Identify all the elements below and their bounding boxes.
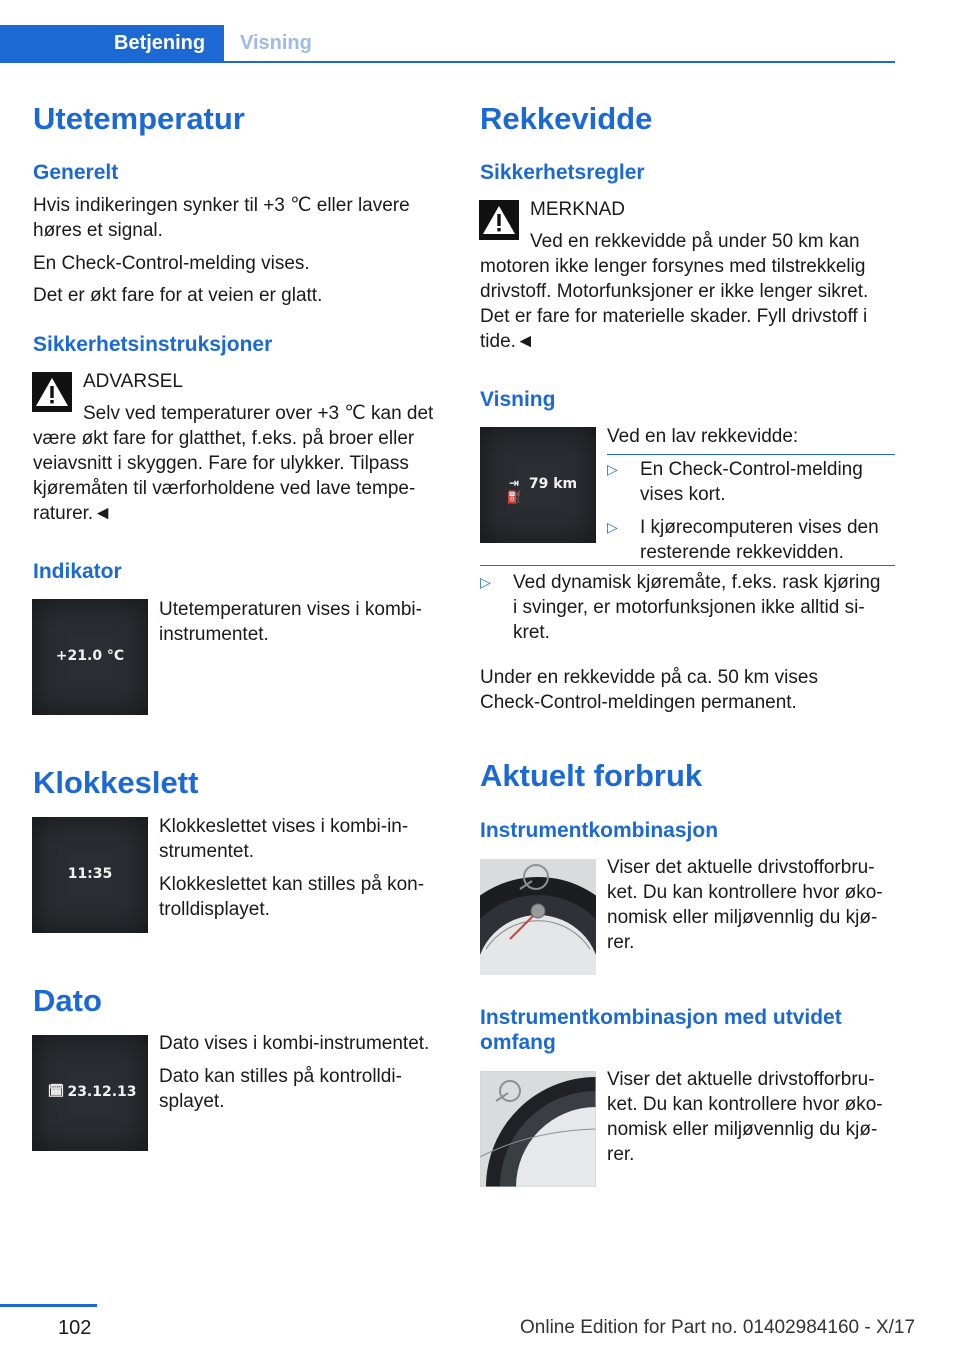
gauge-image-extended (480, 1071, 596, 1187)
heading-aktuelt-forbruk: Aktuelt forbruk (480, 758, 703, 793)
display-text: +21.0 °C (55, 648, 125, 664)
text-line: ket. Du kan kontrollere hvor øko‐ (607, 882, 883, 903)
text-line: raturer.◄ (33, 503, 112, 524)
list-item: ▷ En Check-Control-melding vises kort. (607, 457, 897, 507)
subheading-sikkerhetsinstruksjoner: Sikkerhetsinstruksjoner (33, 333, 273, 356)
text-line: Klokkeslettet kan stilles på kon‐ (159, 874, 425, 895)
text-line: være økt fare for glatthet, f.eks. på broer eller (33, 428, 415, 449)
text-line: Viser det aktuelle drivstofforbru‐ (607, 1069, 875, 1090)
heading-utetemperatur: Utetemperatur (33, 101, 245, 136)
text-line: instrumentet. (159, 624, 269, 645)
text-line: høres et signal. (33, 220, 163, 241)
tab-visning[interactable]: Visning (240, 32, 312, 54)
text-line: motoren ikke lenger forsynes med tilstrekkelig (480, 256, 866, 277)
tab-betjening[interactable]: Betjening (0, 25, 224, 61)
header-rule (0, 61, 895, 63)
calendar-icon: 🗓 (47, 1084, 65, 1099)
fuel-pump-icon: ⇥⛽ (506, 476, 522, 504)
inner-bullet-list (607, 457, 897, 573)
text-line: Ved en rekkevidde på under 50 km kan (530, 231, 860, 252)
text-line: Hvis indikeringen synker til +3 ℃ eller lavere (33, 195, 410, 216)
text-line: veiavsnitt i skyggen. Fare for ulykker. Tilpass (33, 453, 409, 474)
text-line: kjøremåten til værforholdene ved lave tempe‐ (33, 478, 416, 499)
warning-icon (479, 200, 519, 240)
outer-bullet-list (480, 570, 900, 653)
display-text: 79 km (528, 476, 578, 492)
subheading-generelt: Generelt (33, 161, 119, 184)
text-line: Check-Control-meldingen permanent. (480, 692, 797, 713)
subheading-instrumentkombinasjon-utvidet: Instrumentkombinasjon med utvidet (480, 1006, 842, 1029)
list-rule (480, 565, 895, 566)
list-rule (607, 454, 895, 455)
text-line: rer. (607, 1144, 635, 1165)
date-display-image (32, 1035, 148, 1151)
text-line: Utetemperaturen vises i kombi‐ (159, 599, 422, 620)
clock-display-image (32, 817, 148, 933)
text-line: Dato kan stilles på kontrolldi‐ (159, 1066, 402, 1087)
text-line: nomisk eller miljøvennlig du kjø‐ (607, 1119, 878, 1140)
text-line: nomisk eller miljøvennlig du kjø‐ (607, 907, 878, 928)
subheading-sikkerhetsregler: Sikkerhetsregler (480, 161, 645, 184)
text-line: Under en rekkevidde på ca. 50 km vises (480, 667, 818, 688)
text-line: tide.◄ (480, 331, 535, 352)
text-line: trolldisplayet. (159, 899, 270, 920)
heading-rekkevidde: Rekkevidde (480, 101, 653, 136)
heading-klokkeslett: Klokkeslett (33, 765, 199, 800)
subheading-instrumentkombinasjon-utvidet-2: omfang (480, 1031, 556, 1054)
text-line: Ved en lav rekkevidde: (607, 426, 799, 447)
text-line: En Check-Control-melding vises. (33, 253, 310, 274)
subheading-indikator: Indikator (33, 560, 122, 583)
text-line: drivstoff. Motorfunksjoner er ikke lenger sikret. (480, 281, 869, 302)
text-line: Selv ved temperaturer over +3 ℃ kan det (83, 403, 434, 424)
list-item: ▷ I kjørecomputeren vises den resterende rekkevidden. (607, 515, 897, 565)
range-display-image (480, 427, 596, 543)
subheading-visning: Visning (480, 388, 556, 411)
display-text: 23.12.13 (67, 1084, 137, 1100)
text-line: ket. Du kan kontrollere hvor øko‐ (607, 1094, 883, 1115)
page-number: 102 (58, 1317, 92, 1339)
gauge-graphic (480, 859, 596, 975)
text-line: Det er økt fare for at veien er glatt. (33, 285, 323, 306)
text-line: splayet. (159, 1091, 225, 1112)
text-line: Det er fare for materielle skader. Fyll drivstoff i (480, 306, 868, 327)
text-line: Klokkeslettet vises i kombi-in‐ (159, 816, 409, 837)
gauge-graphic (480, 1071, 596, 1187)
subheading-instrumentkombinasjon: Instrumentkombinasjon (480, 819, 719, 842)
text-line: Viser det aktuelle drivstofforbru‐ (607, 857, 875, 878)
footer-rule (0, 1304, 97, 1307)
gauge-image (480, 859, 596, 975)
warning-label: ADVARSEL (83, 371, 183, 392)
text-line: Dato vises i kombi-instrumentet. (159, 1033, 430, 1054)
text-line: strumentet. (159, 841, 255, 862)
heading-dato: Dato (33, 983, 102, 1018)
warning-icon (32, 372, 72, 412)
display-text: 11:35 (67, 866, 113, 882)
warning-label: MERKNAD (530, 199, 626, 220)
footer-edition: Online Edition for Part no. 01402984160 - X/17 (520, 1317, 916, 1338)
text-line: rer. (607, 932, 635, 953)
outside-temp-display-image (32, 599, 148, 715)
list-item: ▷ Ved dynamisk kjøremåte, f.eks. rask kjøring i svinger, er motorfunksjonen ikke alltid si‐ kret. (480, 570, 900, 645)
